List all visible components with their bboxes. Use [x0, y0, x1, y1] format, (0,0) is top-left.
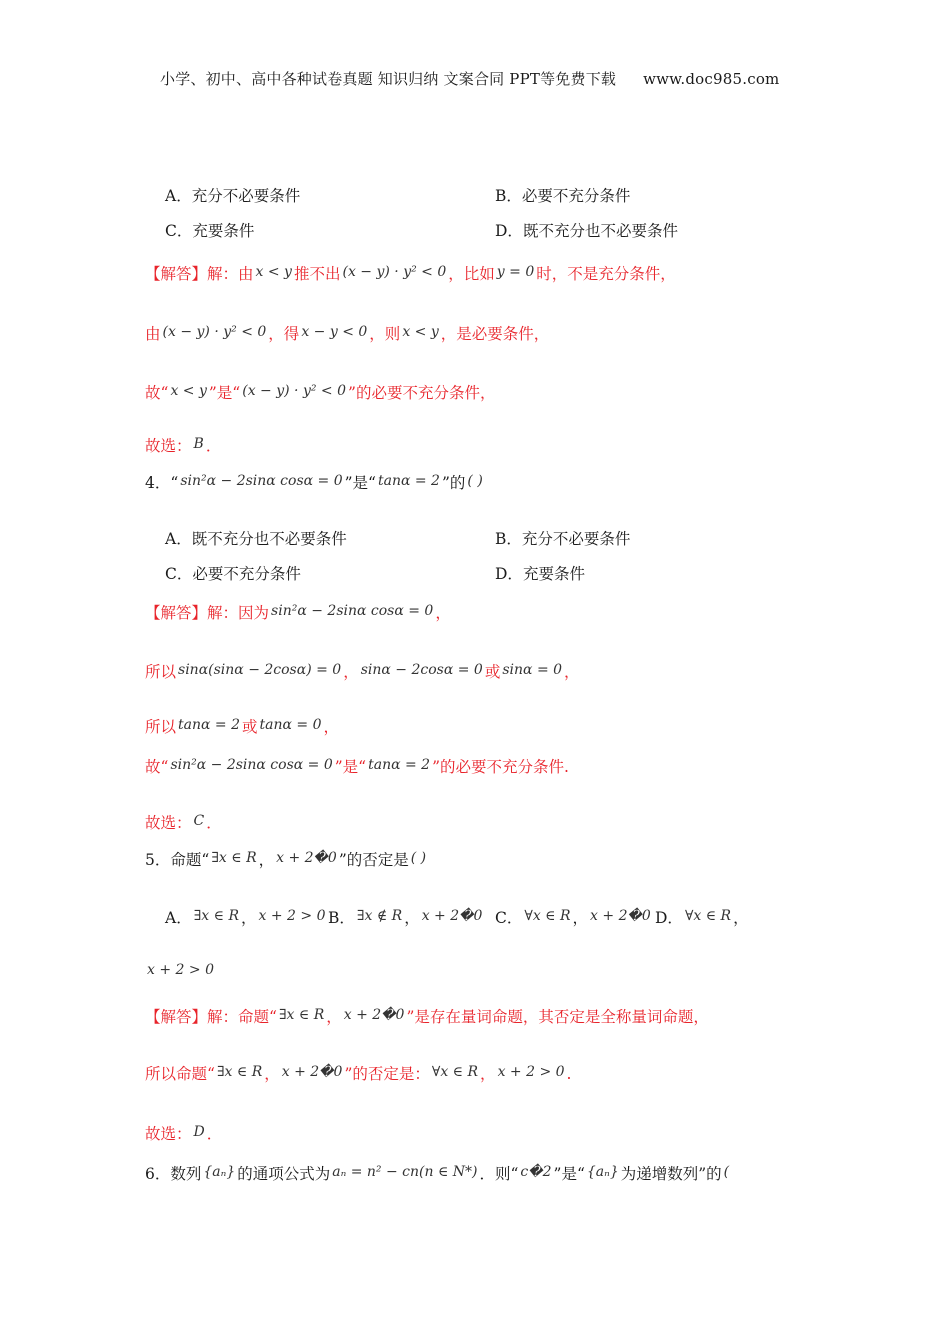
- q4-solution-line-4: 故“ sin²α − 2sinα cosα = 0 ”是“ tanα = 2 ”的必要不充分条件.: [145, 757, 569, 776]
- q5-stem: 5．命题“ ∃x ∈ R ， x + 2�0 ”的否定是 ( ): [145, 850, 427, 869]
- q4-answer: 故选： C ．: [145, 813, 222, 832]
- q4-option-b: B．充分不必要条件: [495, 530, 631, 548]
- q3-option-b: B．必要不充分条件: [495, 187, 631, 205]
- q5-option-c: C． ∀x ∈ R ， x + 2�0: [495, 908, 651, 927]
- q4-solution-line-3: 所以 tanα = 2 或 tanα = 0 ，: [145, 717, 340, 736]
- q6-stem: 6．数列 {aₙ} 的通项公式为 aₙ = n² − cn(n ∈ N*) ．则“ c�2 ”是“ {aₙ} 为递增数列”的 (: [145, 1164, 730, 1183]
- solution-tag: 【解答】: [145, 1008, 208, 1026]
- q4-solution-line-2: 所以 sinα(sinα − 2cosα) = 0 ， sinα − 2cosα = 0 或 sinα = 0 ，: [145, 662, 580, 681]
- q3-solution-line-1: 【解答】解：由 x < y 推不出 (x − y) · y² < 0 ，比如 y = 0 时，不是充分条件，: [145, 264, 676, 283]
- solution-tag: 【解答】: [145, 265, 208, 283]
- page-header: [160, 68, 779, 89]
- q4-option-d: D．充要条件: [495, 565, 585, 583]
- q5-answer: 故选： D ．: [145, 1124, 223, 1143]
- q3-option-c: C．充要条件: [165, 222, 255, 240]
- q3-option-a: A．充分不必要条件: [165, 187, 301, 205]
- q4-stem: 4．“ sin²α − 2sinα cosα = 0 ”是“ tanα = 2 ”的 ( ): [145, 473, 483, 492]
- q4-option-a: A．既不充分也不必要条件: [165, 530, 347, 548]
- q5-solution-line-2: 所以命题“ ∃x ∈ R ， x + 2�0 ”的否定是： ∀x ∈ R ， x + 2 > 0 .: [145, 1064, 572, 1083]
- q3-answer: 故选： B ．: [145, 436, 222, 455]
- q3-solution-line-3: 故“ x < y ”是“ (x − y) · y² < 0 ”的必要不充分条件，: [145, 383, 496, 402]
- q5-option-d: D． ∀x ∈ R ，: [655, 908, 749, 927]
- q5-option-a: A． ∃x ∈ R ， x + 2 > 0: [165, 908, 326, 927]
- q5-option-b: B． ∃x ∉ R ， x + 2�0: [328, 908, 483, 927]
- q4-option-c: C．必要不充分条件: [165, 565, 301, 583]
- header-url[interactable]: www.doc985.com: [643, 70, 780, 88]
- q3-solution-line-2: 由 (x − y) · y² < 0 ，得 x − y < 0 ，则 x < y ，是必要条件，: [145, 324, 550, 343]
- q4-solution-line-1: 【解答】解：因为 sin²α − 2sinα cosα = 0 ，: [145, 603, 451, 622]
- header-text: 小学、初中、高中各种试卷真题 知识归纳 文案合同 PPT等免费下载: [160, 70, 617, 88]
- q3-option-d: D．既不充分也不必要条件: [495, 222, 678, 240]
- q5-option-d-cont: x + 2 > 0: [147, 962, 214, 978]
- q5-solution-line-1: 【解答】解：命题“ ∃x ∈ R ， x + 2�0 ”是存在量词命题，其否定是全称量词命题，: [145, 1007, 709, 1026]
- solution-tag: 【解答】: [145, 604, 208, 622]
